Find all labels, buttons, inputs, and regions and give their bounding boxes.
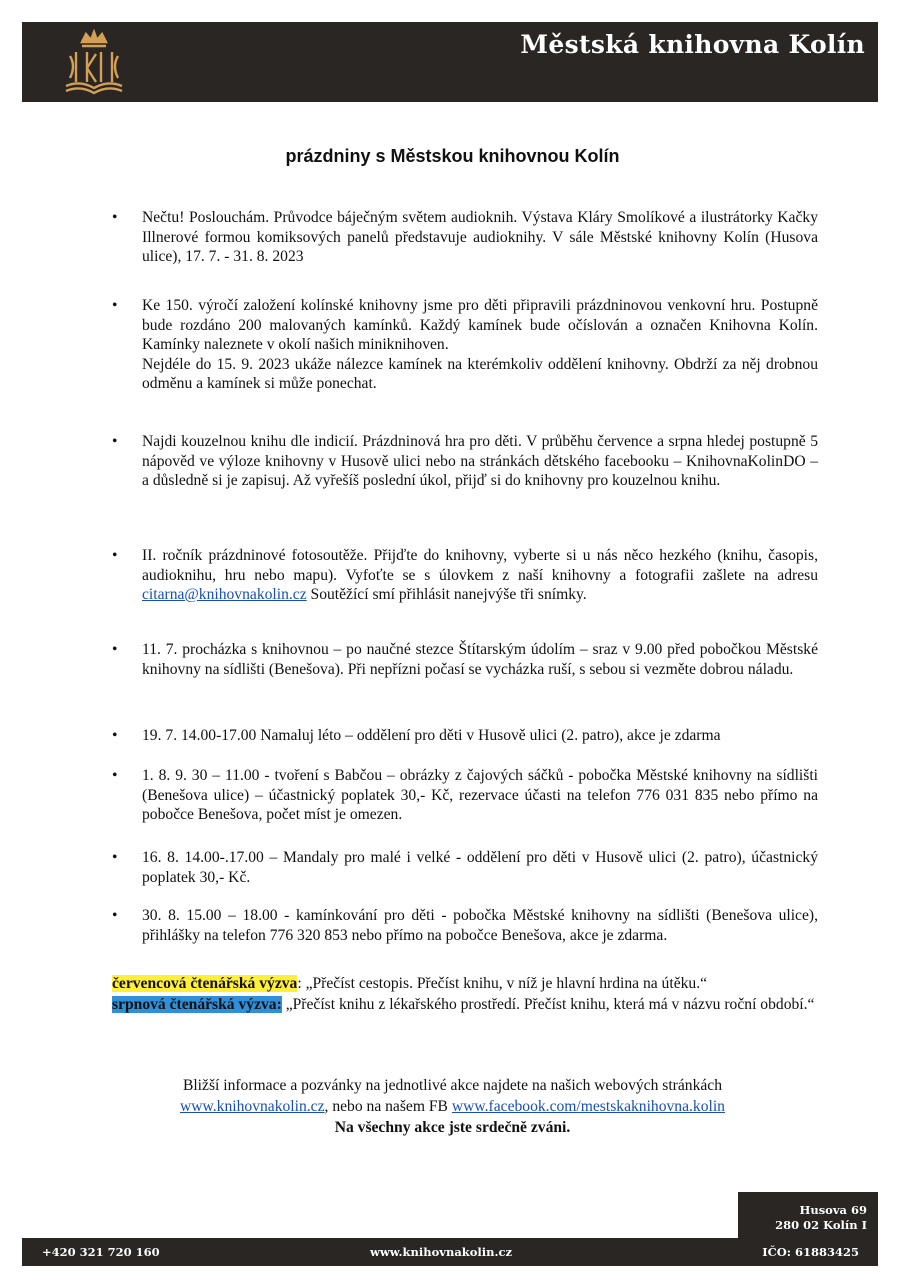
bullet: • <box>112 547 118 564</box>
item-text: 11. 7. procházka s knihovnou – po naučné stezce Štítarským údolím – sraz v 9.00 před pobočkou Městské knihovny na sídlišti (Benešova). Při nepřízni počasí se vycházka ruší, s sebou si vezměte dobrou náladu. <box>142 641 818 678</box>
reading-challenges <box>112 973 824 1015</box>
list-item <box>112 296 818 394</box>
august-challenge-text: „Přečíst knihu z lékařského prostředí. Přečíst knihu, která má v názvu roční období.“ <box>281 996 815 1013</box>
item-text: 16. 8. 14.00-.17.00 – Mandaly pro malé i velké - oddělení pro děti v Husově ulici (2. patro), účastnický poplatek 30,- Kč. <box>142 849 818 886</box>
item-text-continued: Nejdéle do 15. 9. 2023 ukáže nálezce kamínek na kterémkoliv oddělení knihovny. Obdrží za něj drobnou odměnu a kamínek si může ponechat. <box>142 355 818 392</box>
july-challenge-text: „Přečíst cestopis. Přečíst knihu, v níž je hlavní hrdina na útěku.“ <box>301 975 708 992</box>
bullet: • <box>112 209 118 226</box>
list-item <box>112 432 818 491</box>
email-link[interactable]: citarna@knihovnakolin.cz <box>142 586 307 603</box>
list-item <box>112 640 818 679</box>
bullet: • <box>112 849 118 866</box>
list-item <box>112 906 818 945</box>
crowned-book-logo-icon <box>58 28 130 100</box>
july-challenge-label: červencová čtenářská výzva <box>112 975 298 992</box>
address-city: 280 02 Kolín I <box>775 1218 867 1232</box>
august-challenge-label: srpnová čtenářská výzva: <box>112 996 282 1013</box>
item-text: II. ročník prázdninové fotosoutěže. Přijďte do knihovny, vyberte si u nás něco hezkého (knihu, časopis, audioknihu, hru nebo mapu). Vyfoťte se s úlovkem z naší knihovny a fotografii zašlete na adresu citarna@knihovnakolin.cz Soutěžící smí přihlásit nanejvýše tři snímky. <box>142 547 818 603</box>
website-link[interactable]: www.knihovnakolin.cz <box>180 1098 325 1115</box>
footer-ico: IČO: 61883425 <box>762 1245 859 1259</box>
list-item <box>112 848 818 887</box>
bullet: • <box>112 727 118 744</box>
more-info: Bližší informace a pozvánky na jednotlivé akce najdete na našich webových stránkách www.knihovnakolin.cz, nebo na našem FB www.facebook.com/mestskaknihovna.kolin Na všechny akce jste srdečně zváni. <box>0 1075 905 1138</box>
item-text: Ke 150. výročí založení kolínské knihovny jsme pro děti připravili prázdninovou venkovní hru. Postupně bude rozdáno 200 malovaných kamínků. Každý kamínek bude očíslován a označen Knihovna Kolín. Kamínky naleznete v okolí našich miniknihoven. Nejdéle do 15. 9. 2023 ukáže nálezce kamínek na kterémkoliv oddělení knihovny. Obdrží za něj drobnou odměnu a kamínek si může ponechat. <box>142 297 818 392</box>
item-text: Najdi kouzelnou knihu dle indicií. Prázdninová hra pro děti. V průběhu července a srpna hledej postupně 5 nápověd ve výloze knihovny v Husově ulici nebo na stránkách dětského facebooku – KnihovnaKolinDO – a důsledně si je zapisuj. Až vyřešíš poslední úkol, přijď si do knihovny pro kouzelnou knihu. <box>142 433 818 489</box>
bullet: • <box>112 641 118 658</box>
list-item <box>112 546 818 605</box>
library-name: Městská knihovna Kolín <box>520 30 865 59</box>
facebook-link[interactable]: www.facebook.com/mestskaknihovna.kolin <box>451 1098 725 1115</box>
footer-website: www.knihovnakolin.cz <box>370 1245 513 1259</box>
closing-line: Na všechny akce jste srdečně zváni. <box>334 1119 571 1136</box>
item-text: 1. 8. 9. 30 – 11.00 - tvoření s Babčou – obrázky z čajových sáčků - pobočka Městské knihovny na sídlišti (Benešova ulice) – účastnický poplatek 30,- Kč, rezervace účasti na telefon 776 031 835 nebo přímo na pobočce Benešova, počet míst je omezen. <box>142 767 818 823</box>
list-item <box>112 766 818 825</box>
more-info-text: Bližší informace a pozvánky na jednotlivé akce najdete na našich webových stránkách <box>182 1077 723 1094</box>
august-challenge <box>112 995 824 1015</box>
item-text: Nečtu! Poslouchám. Průvodce báječným světem audioknih. Výstava Kláry Smolíkové a ilustrátorky Kačky Illnerové formou komiksových panelů představuje audioknihy. V sále Městské knihovny Kolín (Husova ulice), 17. 7. - 31. 8. 2023 <box>142 209 818 265</box>
bullet: • <box>112 767 118 784</box>
bullet: • <box>112 433 118 450</box>
document-title: prázdniny s Městskou knihovnou Kolín <box>285 146 620 166</box>
footer-phone: +420 321 720 160 <box>42 1245 160 1259</box>
item-text: 19. 7. 14.00-17.00 Namaluj léto – oddělení pro děti v Husově ulici (2. patro), akce je zdarma <box>142 727 721 744</box>
list-item <box>112 208 818 267</box>
july-challenge: červencová čtenářská výzva: „Přečíst cestopis. Přečíst knihu, v níž je hlavní hrdina na útěku.“ <box>112 975 708 992</box>
address-street: Husova 69 <box>799 1203 867 1217</box>
bullet: • <box>112 297 118 314</box>
bullet: • <box>112 907 118 924</box>
item-text: 30. 8. 15.00 – 18.00 - kamínkování pro děti - pobočka Městské knihovny na sídlišti (Benešova ulice), přihlášky na telefon 776 320 853 nebo přímo na pobočce Benešova, akce je zdarma. <box>142 907 818 944</box>
list-item <box>112 726 818 746</box>
